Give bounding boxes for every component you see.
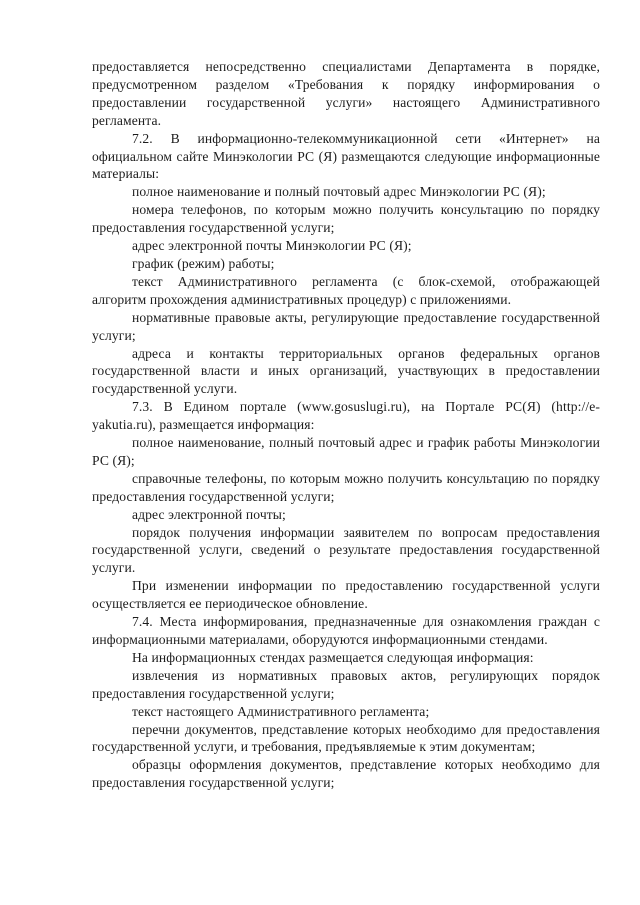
document-page [92,58,600,792]
paragraph: образцы оформления документов, представление которых необходимо для предоставления государственной услуги; [92,757,600,791]
paragraph: 7.4. Места информирования, предназначенные для ознакомления граждан с информационными материалами, оборудуются информационными стендами. [92,614,600,647]
paragraph: адрес электронной почты Минэкологии РС (Я); [132,238,412,254]
paragraph: нормативные правовые акты, регулирующие предоставление государственной услуги; [92,309,600,343]
paragraph: предоставляется непосредственно специалистами Департамента в порядке, предусмотренном разделом «Требования к порядку информирования о предоставлении государственной услуги» настоящего Административного регламента. [92,59,600,128]
paragraph: На информационных стендах размещается следующая информация: [132,649,534,665]
paragraph: При изменении информации по предоставлению государственной услуги осуществляется ее периодическое обновление. [92,578,600,612]
paragraph: справочные телефоны, по которым можно получить консультацию по порядку предоставления государственной услуги; [92,470,600,504]
paragraph: номера телефонов, по которым можно получить консультацию по порядку предоставления государственной услуги; [92,202,600,236]
paragraph: 7.3. В Едином портале (www.gosuslugi.ru), на Портале РС(Я) (http://e-yakutia.ru), размещается информация: [92,399,600,433]
paragraph: график (режим) работы; [132,255,275,271]
paragraph: полное наименование, полный почтовый адрес и график работы Минэкологии РС (Я); [92,435,600,468]
paragraph: текст Административного регламента (с блок-схемой, отображающей алгоритм прохождения административных процедур) с приложениями. [92,273,600,307]
paragraph: адреса и контакты территориальных органов федеральных органов государственной власти и иных организаций, участвующих в предоставлении государственной услуги. [92,345,600,397]
paragraph: извлечения из нормативных правовых актов, регулирующих порядок предоставления государственной услуги; [92,667,600,701]
paragraph: полное наименование и полный почтовый адрес Минэкологии РС (Я); [132,184,546,200]
paragraph: текст настоящего Административного регламента; [132,703,430,719]
paragraph: 7.2. В информационно-телекоммуникационной сети «Интернет» на официальном сайте Минэкологии РС (Я) размещаются следующие информационные материалы: [92,130,600,182]
paragraph: адрес электронной почты; [132,506,286,522]
paragraph: перечни документов, представление которых необходимо для предоставления государственной услуги, и требования, предъявляемые к этим документам; [92,721,600,755]
paragraph: порядок получения информации заявителем по вопросам предоставления государственной услуги, сведений о результате предоставления государственной услуги. [92,524,600,576]
